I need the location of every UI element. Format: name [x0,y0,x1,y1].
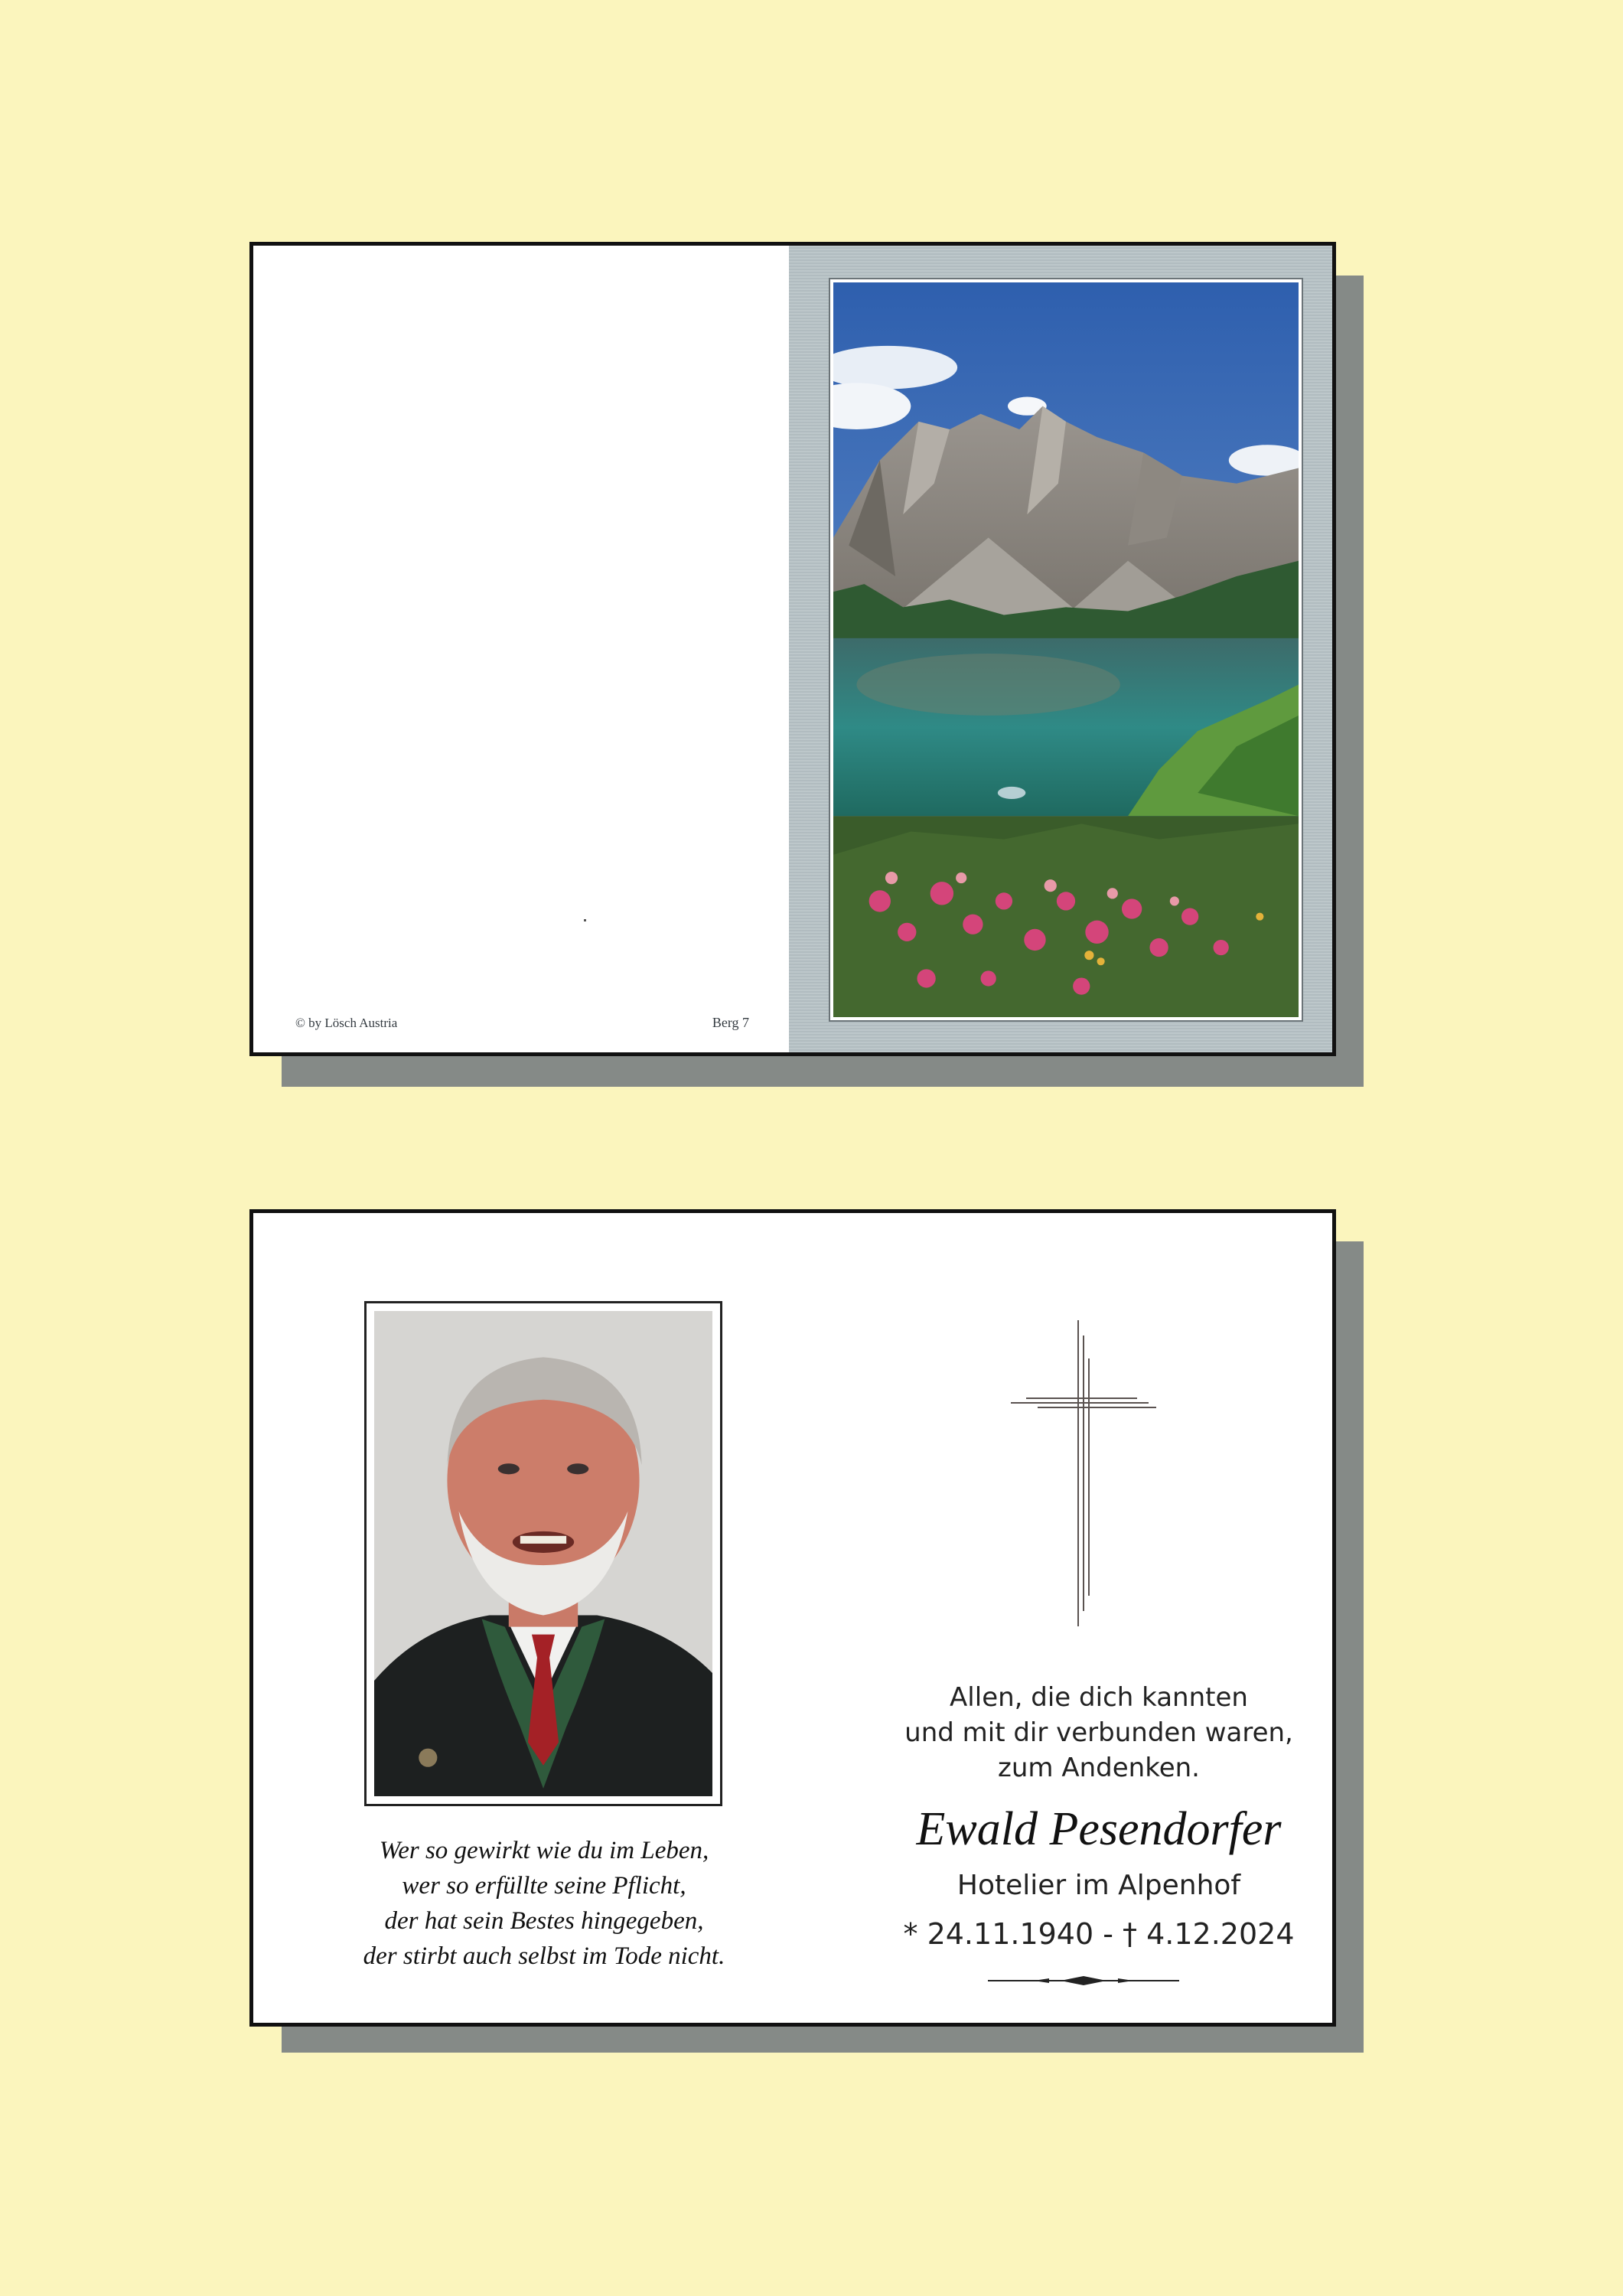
verse-line: der hat sein Bestes hingegeben, [384,1907,704,1935]
life-dates: * 24.11.1940 - † 4.12.2024 [903,1917,1295,1951]
portrait-frame [364,1301,722,1806]
verse-line: wer so erfüllte seine Pflicht, [402,1872,686,1900]
landscape-photo-frame [829,278,1303,1022]
print-mark [584,919,586,921]
mountain-lake-image [833,282,1299,1017]
dedication-line: und mit dir verbunden waren, [904,1717,1293,1748]
portrait-photo [374,1311,712,1796]
front-card [249,242,1336,1056]
deceased-occupation: Hotelier im Alpenhof [957,1870,1241,1901]
deceased-name: Ewald Pesendorfer [916,1803,1282,1855]
model-number: Berg 7 [712,1015,749,1030]
dedication-line: zum Andenken. [998,1753,1200,1783]
ornament-divider-icon [988,1973,1179,1988]
memorial-verse [299,1833,789,1974]
verse-line: der stirbt auch selbst im Tode nicht. [363,1942,725,1970]
copyright-text: © by Lösch Austria [295,1016,398,1030]
back-card [249,1209,1336,2027]
dedication-line: Allen, die dich kannten [950,1682,1248,1713]
dedication-text [835,1680,1336,1786]
photo-mat [789,246,1332,1052]
front-card-blank-panel [253,246,789,1052]
cross-icon [1011,1320,1156,1626]
verse-line: Wer so gewirkt wie du im Leben, [379,1837,709,1864]
